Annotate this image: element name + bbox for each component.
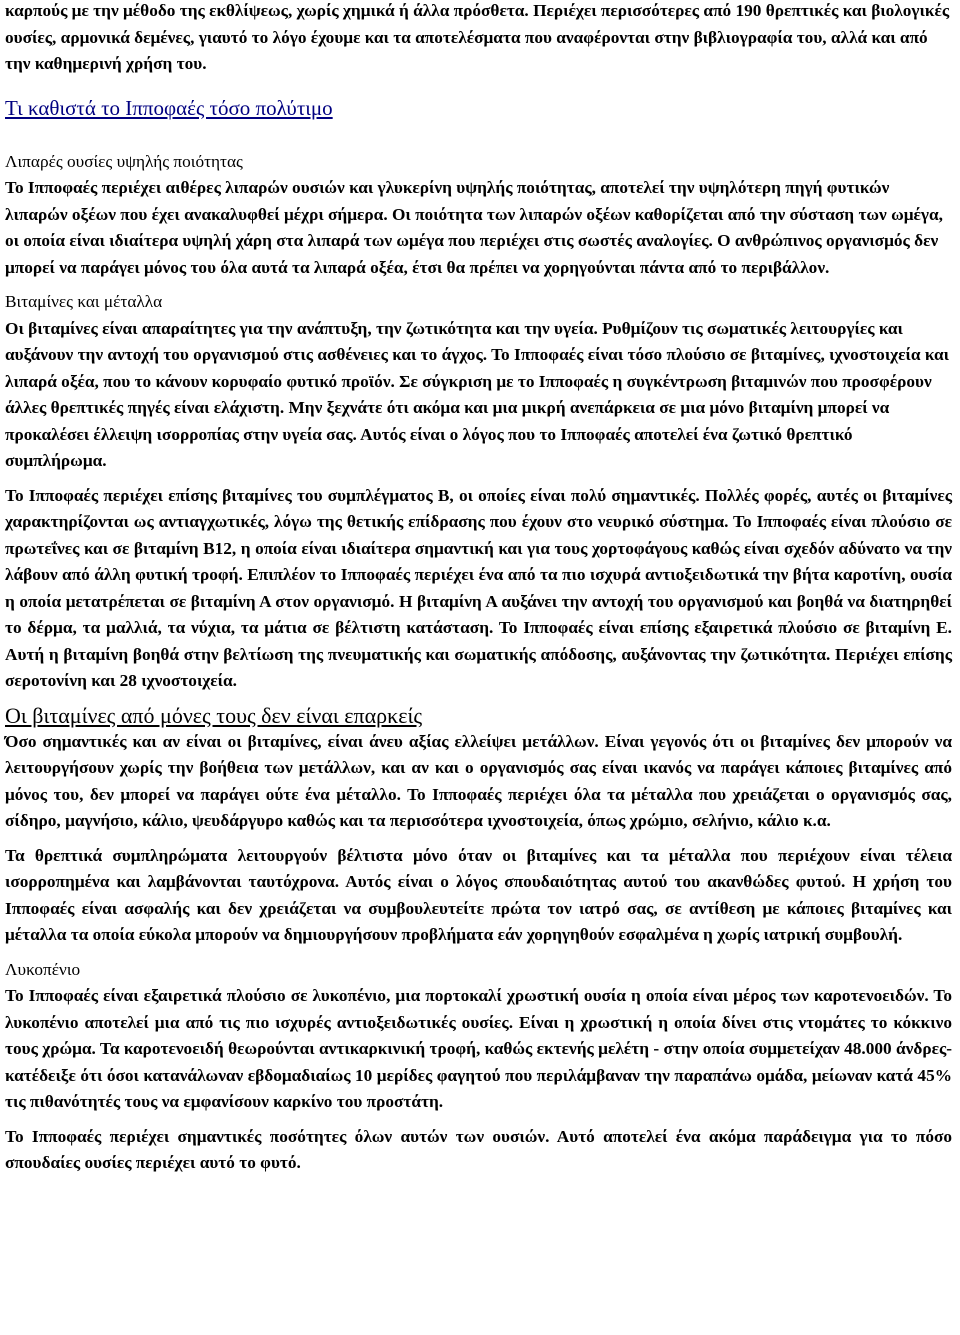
lycopene-heading: Λυκοπένιο — [5, 959, 81, 979]
section-title-insufficient: Οι βιταμίνες από μόνες τους δεν είναι επαρκείς — [5, 702, 423, 728]
vitamins-paragraph: Οι βιταμίνες είναι απαραίτητες για την ανάπτυξη, την ζωτικότητα και την υγεία. Ρυθμίζουν τις σωματικές λειτουργίες και αυξάνουν την αντοχή του οργανισμού στις ασθένειες και το άγχος. Το Ιπποφαές είναι τόσο πλούσιο σε βιταμίνες, ιχνοστοιχεία και λιπαρά οξέα, που το κάνουν κορυφαίο φυτικό προϊόν. Σε σύγκριση με το Ιπποφαές η συγκέντρωση βιταμινών που προσφέρουν άλλες θρεπτικές πηγές είναι ελάχιστη. Μην ξεχνάτε ότι ακόμα και μια μικρή ανεπάρκεια σε μια μόνο βιταμίνη μπορεί να προκαλέσει έλλειψη ισορροπίας στην υγεία σας. Αυτός είναι ο λόγος που το Ιπποφαές αποτελεί ένα ζωτικό θρεπτικό συμπλήρωμα. — [5, 318, 949, 470]
section-title-value: Τι καθιστά το Ιπποφαές τόσο πολύτιμο — [5, 95, 333, 120]
vitamin-b-paragraph: Το Ιπποφαές περιέχει επίσης βιταμίνες του συμπλέγματος Β, οι οποίες είναι πολύ σημαντικές. Πολλές φορές, αυτές οι βιταμίνες χαρακτηρίζονται ως αντιαγχωτικές, λόγω της θετικής επίδρασης που έχουν στο νευρικό σύστημα. Το Ιπποφαές είναι πλούσιο σε πρωτεΐνες και σε βιταμίνη Β12, η οποία είναι ιδιαίτερα σημαντική και για τους χορτοφάγους καθώς είναι σχεδόν αδύνατο να την λάβουν από άλλη φυτική τροφή. Επιπλέον το Ιπποφαές περιέχει ένα από τα πιο ισχυρά αντιοξειδωτικά την βήτα καροτίνη, ουσία η οποία μετατρέπεται σε βιταμίνη Α στον οργανισμό. Η βιταμίνη Α αυξάνει την αντοχή του οργανισμού και βοηθά να διατηρηθεί το δέρμα, τα μαλλιά, τα νύχια, τα μάτια σε βέλτιστη κατάσταση. Το Ιπποφαές είναι επίσης εξαιρετικά πλούσιο σε βιταμίνη Ε. Αυτή η βιταμίνη βοηθά στην βελτίωση της πνευματικής και σωματικής απόδοσης, αυξάνοντας την ζωτικότητα. Περιέχει επίσης σεροτονίνη και 28 ιχνοστοιχεία. — [5, 485, 952, 690]
closing-paragraph: Το Ιπποφαές περιέχει σημαντικές ποσότητες όλων αυτών των ουσιών. Αυτό αποτελεί ένα ακόμα παράδειγμα για το πόσο σπουδαίες ουσίες περιέχει αυτό το φυτό. — [5, 1126, 952, 1172]
minerals-paragraph: Όσο σημαντικές και αν είναι οι βιταμίνες, είναι άνευ αξίας ελλείψει μετάλλων. Είναι γεγονός ότι οι βιταμίνες δεν μπορούν να λειτουργήσουν χωρίς την βοήθεια των μετάλλων, και αν και ο οργανισμός σας είναι ικανός να παράγει κάποιες βιταμίνες από μόνος του, δεν μπορεί να παράγει ούτε ένα μέταλλο. Το Ιπποφαές περιέχει όλα τα μέταλλα που χρειάζεται ο οργανισμός σας, σίδηρο, μαγνήσιο, κάλιο, ψευδάργυρο καθώς και τα περισσότερα ιχνοστοιχεία, όπως χρώμιο, σελήνιο, κάλιο κ.α. — [5, 731, 952, 830]
lycopene-paragraph: Το Ιπποφαές είναι εξαιρετικά πλούσιο σε λυκοπένιο, μια πορτοκαλί χρωστική ουσία η οποία είναι μέρος των καροτενοειδών. Το λυκοπένιο αποτελεί μια από τις πιο ισχυρές αντιοξειδωτικές ουσίες. Είναι η χρωστική η οποία δίνει στις ντομάτες το κόκκινο τους χρώμα. Τα καροτενοειδή θεωρούνται αντικαρκινική τροφή, καθώς εκτενής μελέτη - στην οποία συμμετείχαν 48.000 άνδρες- κατέδειξε ότι όσοι κατανάλωναν εβδομαδιαίως 10 μερίδες φαγητού που περιλάμβαναν την παραπάνω ομάδα, μείωναν κατά 45% τις πιθανότητές τους να εμφανίσουν καρκίνο του προστάτη. — [5, 986, 952, 1111]
fats-paragraph: Το Ιπποφαές περιέχει αιθέρες λιπαρών ουσιών και γλυκερίνη υψηλής ποιότητας, αποτελεί την υψηλότερη πηγή φυτικών λιπαρών οξέων που έχει ανακαλυφθεί μέχρι σήμερα. Οι ποιότητα των λιπαρών οξέων καθορίζεται από την σύσταση των ωμέγα, οι οποία είναι ιδιαίτερα υψηλή χάρη στα λιπαρά των ωμέγα που περιέχει στις σωστές αναλογίες. Ο ανθρώπινος οργανισμός δεν μπορεί να παράγει μόνος του όλα αυτά τα λιπαρά οξέα, έτσι θα πρέπει να χορηγούνται πάντα από το περιβάλλον. — [5, 178, 943, 277]
vitamins-heading: Βιταμίνες και μέταλλα — [5, 292, 163, 311]
intro-paragraph: καρπούς με την μέθοδο της εκθλίψεως, χωρίς χημικά ή άλλα πρόσθετα. Περιέχει περισσότερες από 190 θρεπτικές και βιολογικές ουσίες, αρμονικά δεμένες, γιαυτό το λόγο έχουμε και τα αποτελέσματα που αναφέρονται στην βιβλιογραφία του, αλλά και από την καθημερινή χρήση του. — [5, 1, 950, 73]
fats-heading: Λιπαρές ουσίες υψηλής ποιότητας — [5, 151, 243, 171]
supplements-paragraph: Τα θρεπτικά συμπληρώματα λειτουργούν βέλτιστα μόνο όταν οι βιταμίνες και τα μέταλλα που περιέχουν είναι τέλεια ισορροπημένα και λαμβάνονται ταυτόχρονα. Αυτός είναι ο λόγος σπουδαιότητας αυτού του ακανθώδες φυτού. Η χρήση του Ιπποφαές είναι ασφαλής και δεν χρειάζεται να συμβουλευτείτε πρώτα τον ιατρό σας, σε αντίθεση με κάποιες βιταμίνες και μέταλλα τα οποία εύκολα μπορούν να δημιουργήσουν προβλήματα εάν χορηγηθούν εσφαλμένα η χωρίς ιατρική συμβουλή. — [5, 845, 952, 944]
